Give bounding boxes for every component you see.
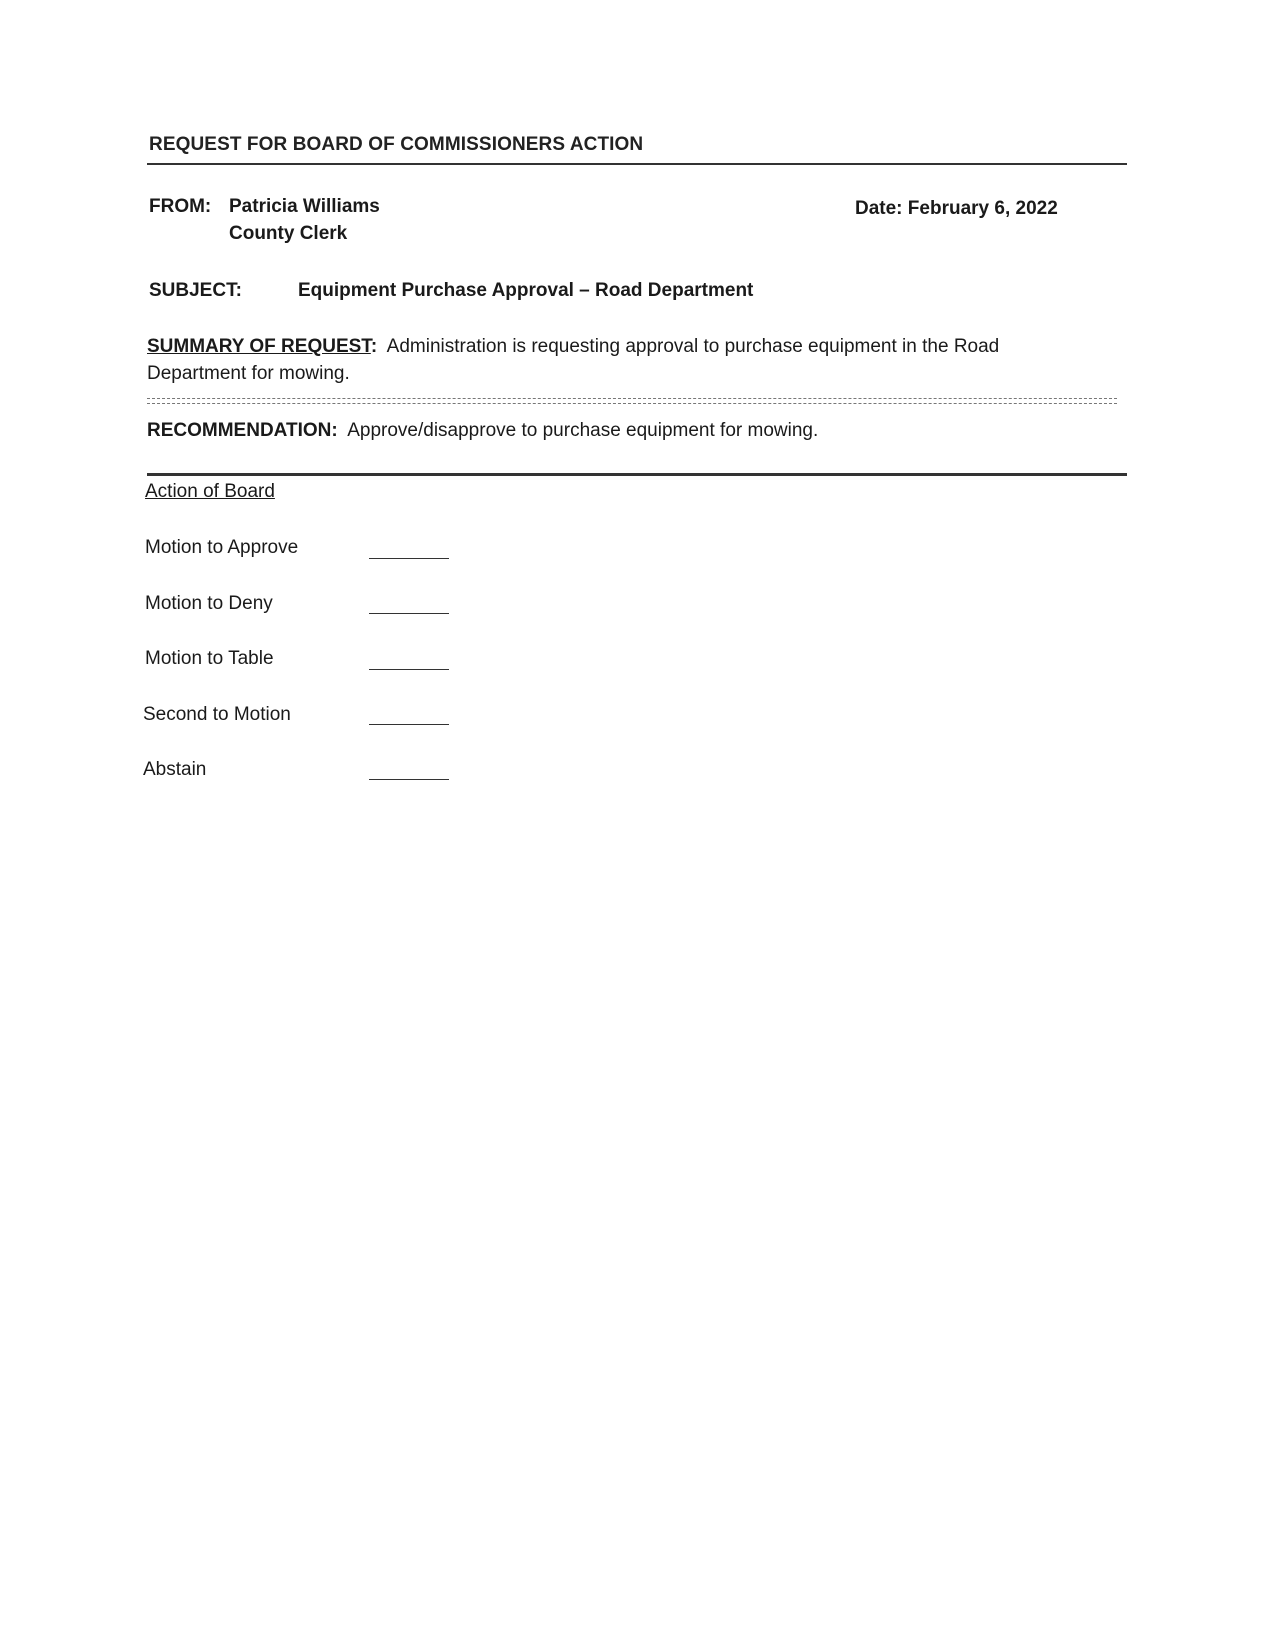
- motion-approve-blank[interactable]: [369, 558, 449, 559]
- document-title: REQUEST FOR BOARD OF COMMISSIONERS ACTION: [149, 134, 644, 155]
- action-divider: [147, 473, 1127, 476]
- second-motion-label: Second to Motion: [143, 704, 291, 725]
- motion-deny-label: Motion to Deny: [145, 593, 273, 614]
- recommendation-label: RECOMMENDATION:: [147, 420, 338, 441]
- subject-value: Equipment Purchase Approval – Road Department: [298, 280, 754, 301]
- subject-label: SUBJECT:: [149, 280, 242, 301]
- summary-section: [147, 333, 1127, 387]
- summary-line-1: [147, 333, 1127, 360]
- recommendation-value: Approve/disapprove to purchase equipment for mowing.: [347, 420, 819, 441]
- summary-colon: :: [370, 336, 378, 357]
- summary-text-1: Administration is requesting approval to purchase equipment in the Road: [386, 336, 1000, 357]
- from-label: FROM:: [149, 196, 212, 217]
- motion-deny-blank[interactable]: [369, 613, 449, 614]
- dashed-divider: [147, 398, 1117, 404]
- recommendation-line: [147, 420, 818, 442]
- motion-table-label: Motion to Table: [145, 648, 274, 669]
- date-field: [855, 198, 1058, 220]
- second-motion-blank[interactable]: [369, 724, 449, 725]
- abstain-blank[interactable]: [369, 779, 449, 780]
- action-heading: Action of Board: [145, 481, 275, 502]
- summary-label: SUMMARY OF REQUEST: [147, 336, 371, 357]
- date-value: February 6, 2022: [907, 198, 1058, 219]
- from-name: Patricia Williams: [229, 196, 380, 217]
- from-position: County Clerk: [229, 223, 348, 244]
- motion-table-blank[interactable]: [369, 669, 449, 670]
- abstain-label: Abstain: [143, 759, 207, 780]
- summary-text-2: Department for mowing.: [147, 363, 350, 384]
- title-divider: [147, 163, 1127, 165]
- date-label: Date:: [855, 198, 903, 219]
- motion-approve-label: Motion to Approve: [145, 537, 299, 558]
